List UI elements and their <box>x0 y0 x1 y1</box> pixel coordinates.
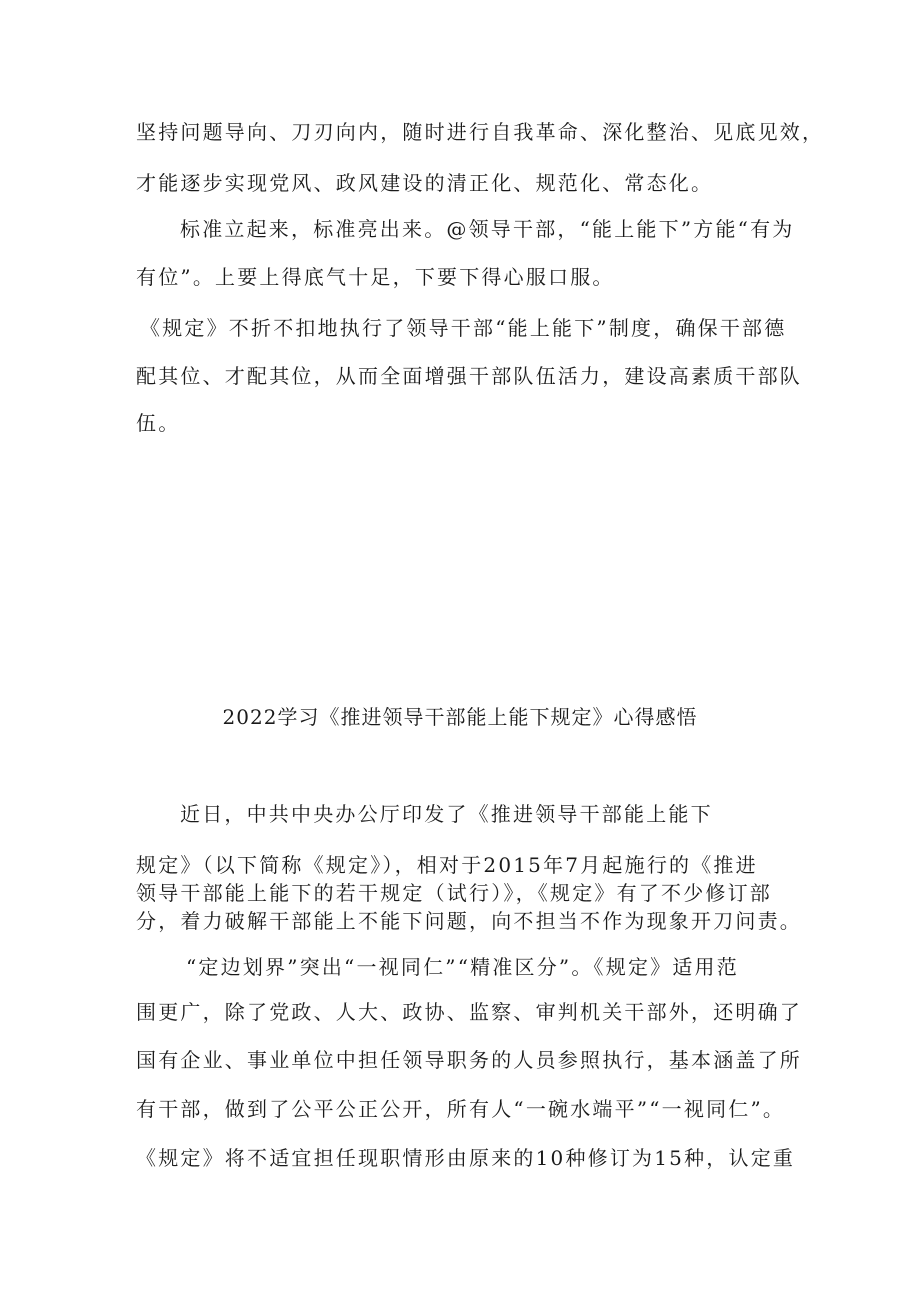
text-line: 有干部，做到了公平公正公开，所有人“一碗水端平”“一视同仁”。 <box>136 1097 786 1121</box>
text-line: 有位”。上要上得底气十足，下要下得心服口服。 <box>136 265 615 289</box>
text-line: 规定》（以下简称《规定》），相对于2015年7月起施行的《推进 <box>136 853 758 877</box>
text-line: 坚持问题导向、刀刃向内，随时进行自我革命、深化整治、见底见效， <box>136 120 825 144</box>
text-line: 《规定》不折不扣地执行了领导干部“能上能下”制度，确保干部德 <box>140 316 787 340</box>
text-line: 配其位、才配其位，从而全面增强干部队伍活力，建设高素质干部队 <box>136 364 802 388</box>
text-line: 围更广，除了党政、人大、政协、监察、审判机关干部外，还明确了 <box>136 1000 802 1024</box>
text-line: “定边划界”突出“一视同仁”“精准区分”。《规定》适用范 <box>186 955 739 979</box>
text-line: 领导干部能上能下的若干规定（试行）》，《规定》有了不少修订部 <box>136 881 772 905</box>
text-line: 近日，中共中央办公厅印发了《推进领导干部能上能下 <box>180 802 713 826</box>
text-line: 伍。 <box>136 411 181 435</box>
text-line: 分，着力破解干部能上不能下问题，向不担当不作为现象开刀问责。 <box>136 909 802 933</box>
article-title: 2022学习《推进领导干部能上能下规定》心得感悟 <box>222 705 698 729</box>
text-line: 国有企业、事业单位中担任领导职务的人员参照执行，基本涵盖了所 <box>136 1048 802 1072</box>
text-line: 《规定》将不适宜担任现职情形由原来的10种修订为15种，认定重 <box>136 1146 796 1170</box>
text-line: 才能逐步实现党风、政风建设的清正化、规范化、常态化。 <box>136 171 714 195</box>
text-line: 标准立起来，标准亮出来。@领导干部，“能上能下”方能“有为 <box>180 217 795 241</box>
